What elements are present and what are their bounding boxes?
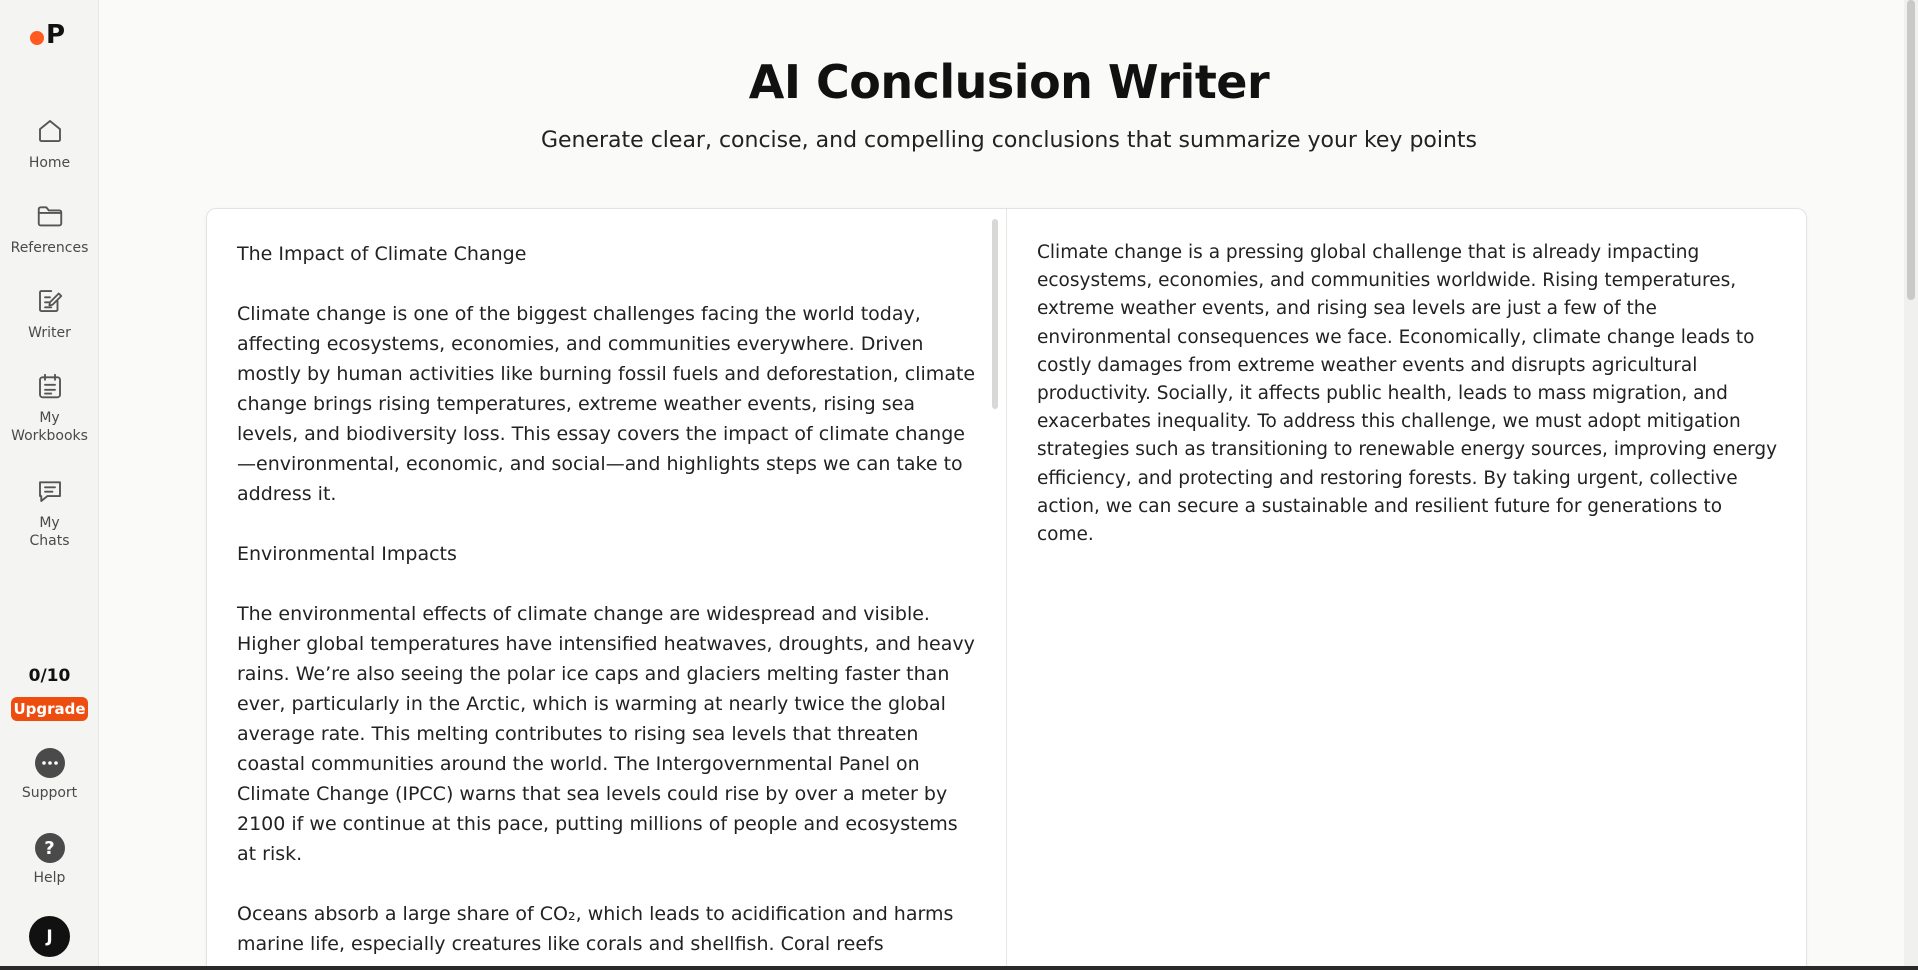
- sidebar-item-label: References: [10, 240, 89, 256]
- logo-dot: [30, 31, 44, 45]
- home-icon: [33, 114, 67, 148]
- writer-workspace: [206, 208, 1807, 970]
- sidebar-item-my-chats[interactable]: [0, 474, 99, 550]
- output-panel: [1007, 209, 1807, 970]
- sidebar-item-references[interactable]: [0, 199, 99, 257]
- page-subtitle: Generate clear, concise, and compelling conclusions that summarize your key points: [540, 128, 1478, 153]
- help-label: Help: [33, 870, 66, 886]
- input-paragraph: The environmental effects of climate change are widespread and visible. Higher global temperatures have intensified heatwaves, droughts, and heavy rains. We’re also seeing the polar ice caps and glaciers melting faster than ever, particularly in the Arctic, which is warming at nearly twice the global average rate. This melting contributes to rising sea levels that threaten coastal communities around the world. The Intergovernmental Panel on Climate Change (IPCC) warns that sea levels could rise by over a meter by 2100 if we continue at this pace, putting millions of people and ecosystems at risk.: [237, 603, 975, 865]
- sidebar-item-label: My Chats: [29, 515, 70, 549]
- main-content: [100, 0, 1918, 970]
- workbook-icon: [33, 369, 67, 403]
- usage-counter: 0/10: [28, 666, 71, 686]
- avatar[interactable]: J: [29, 916, 70, 957]
- sidebar-item-my-workbooks[interactable]: [0, 369, 99, 445]
- input-paragraph: The Impact of Climate Change: [237, 243, 527, 265]
- input-paragraph: Climate change is one of the biggest challenges facing the world today, affecting ecosystems, economies, and communities everywhere. Driven mostly by human activities like burning fossil fuels and deforestation, climate change brings rising temperatures, extreme weather events, rising sea levels, and biodiversity loss. This essay covers the impact of climate change—environmental, economic, and social—and highlights steps we can take to address it.: [237, 303, 976, 505]
- page-scrollbar[interactable]: [1904, 0, 1918, 970]
- chat-icon: [33, 474, 67, 508]
- input-paragraph: Environmental Impacts: [237, 543, 457, 565]
- sidebar-item-label: Home: [28, 155, 71, 171]
- app-logo[interactable]: [30, 22, 65, 48]
- input-text-content[interactable]: [237, 239, 982, 970]
- folder-icon: [33, 199, 67, 233]
- page-scrollbar-thumb[interactable]: [1907, 0, 1915, 300]
- sidebar: [0, 0, 99, 970]
- sidebar-item-writer[interactable]: [0, 284, 99, 342]
- logo-letter: P: [46, 20, 66, 50]
- generated-conclusion: Climate change is a pressing global challenge that is already impacting ecosystems, economies, and communities worldwide. Rising temperatures, extreme weather events, and rising sea levels are just a few of the environmental consequences we face. Economically, climate change leads to costly damages from extreme weather events and disrupts agricultural productivity. Socially, it affects public health, leads to mass migration, and exacerbates inequality. To address this challenge, we must adopt mitigation strategies such as transitioning to renewable energy sources, improving energy efficiency, and protecting and restoring forests. By taking urgent, collective action, we can secure a sustainable and resilient future for generations to come.: [1037, 242, 1778, 546]
- sidebar-item-home[interactable]: [0, 114, 99, 172]
- support-button[interactable]: [0, 748, 99, 802]
- sidebar-item-label: Writer: [28, 325, 71, 341]
- help-icon: ?: [35, 833, 65, 863]
- page-title: AI Conclusion Writer: [748, 55, 1270, 109]
- help-button[interactable]: [0, 833, 99, 887]
- support-label: Support: [21, 785, 78, 801]
- upgrade-button[interactable]: Upgrade: [11, 697, 88, 721]
- bottom-divider: [0, 966, 1918, 970]
- input-text-area[interactable]: [207, 209, 1007, 970]
- input-paragraph: Oceans absorb a large share of CO₂, which leads to acidification and harms marine life, especially creatures like corals and shellfish. Coral reefs: [237, 903, 954, 955]
- support-chat-icon: [35, 748, 65, 778]
- edit-document-icon: [33, 284, 67, 318]
- input-scrollbar[interactable]: [992, 219, 998, 409]
- sidebar-item-label: My Workbooks: [11, 410, 88, 444]
